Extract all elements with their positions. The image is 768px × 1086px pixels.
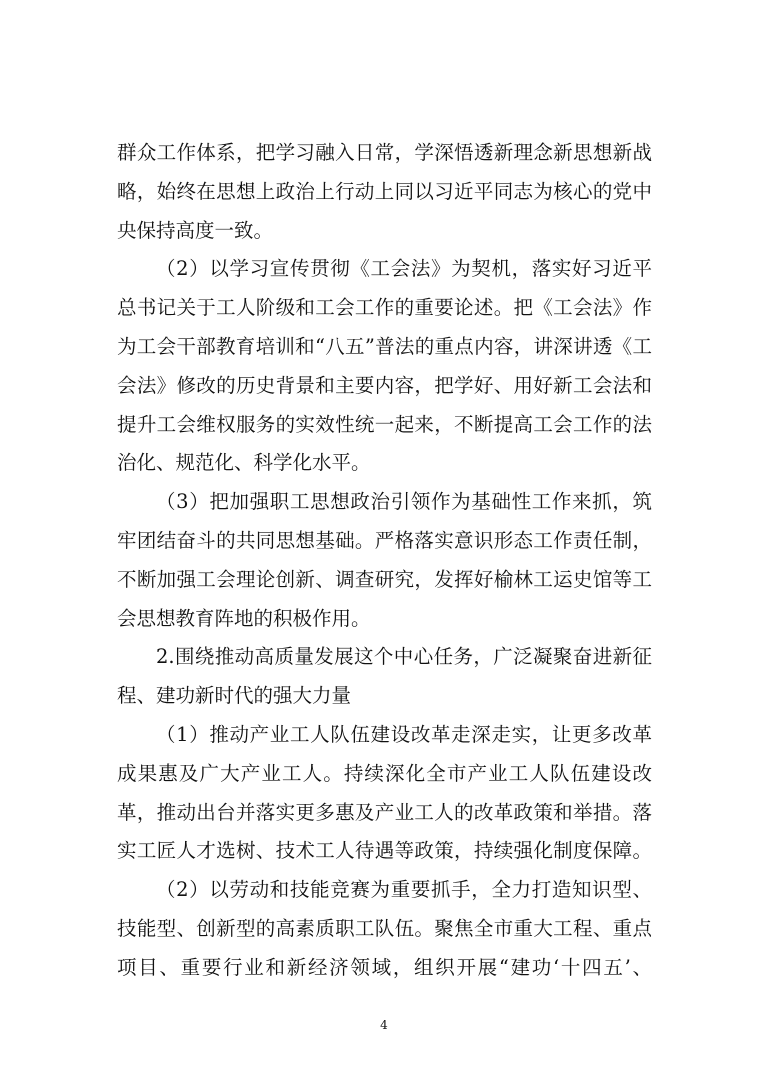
paragraph: [117, 250, 652, 483]
text-line: （1）推动产业工人队伍建设改革走深走实，让更多改革: [156, 722, 652, 746]
text-line: 提升工会维权服务的实效性统一起来，不断提高工会工作的法: [117, 412, 652, 436]
paragraph: [117, 871, 652, 987]
text-line: 革，推动出台并落实更多惠及产业工人的改革政策和举措。落: [117, 800, 652, 824]
page-number: 4: [380, 1018, 388, 1032]
text-line: 技能型、创新型的高素质职工队伍。聚焦全市重大工程、重点: [117, 916, 652, 940]
paragraph: [117, 716, 652, 871]
paragraph: [117, 134, 652, 250]
text-line: 程、建功新时代的强大力量: [117, 684, 352, 708]
text-line: 项目、重要行业和新经济领域，组织开展“建功‘十四五’、: [117, 955, 652, 979]
text-line: 2.围绕推动高质量发展这个中心任务，广泛凝聚奋进新征: [156, 645, 652, 669]
text-line: 总书记关于工人阶级和工会工作的重要论述。把《工会法》作: [117, 296, 652, 320]
text-line: 会法》修改的历史背景和主要内容，把学好、用好新工会法和: [117, 373, 652, 397]
text-line: 成果惠及广大产业工人。持续深化全市产业工人队伍建设改: [117, 761, 652, 785]
text-line: 实工匠人才选树、技术工人待遇等政策，持续强化制度保障。: [117, 839, 652, 863]
text-line: 群众工作体系，把学习融入日常，学深悟透新理念新思想新战: [117, 141, 652, 164]
text-line: （3）把加强职工思想政治引领作为基础性工作来抓，筑: [156, 490, 652, 514]
text-line: （2）以劳动和技能竞赛为重要抓手，全力打造知识型、: [156, 878, 652, 902]
text-line: 央保持高度一致。: [117, 218, 274, 242]
text-line: 治化、规范化、科学化水平。: [117, 451, 371, 475]
text-line: 会思想教育阵地的积极作用。: [117, 606, 371, 630]
document-body: [117, 134, 652, 988]
section-heading: [117, 638, 652, 716]
text-line: 牢团结奋斗的共同思想基础。严格落实意识形态工作责任制，: [117, 528, 652, 552]
paragraph: [117, 483, 652, 638]
text-line: 为工会干部教育培训和“八五”普法的重点内容，讲深讲透《工: [117, 334, 652, 358]
text-line: （2）以学习宣传贯彻《工会法》为契机，落实好习近平: [156, 257, 652, 281]
text-line: 略，始终在思想上政治上行动上同以习近平同志为核心的党中: [117, 179, 652, 203]
text-line: 不断加强工会理论创新、调查研究，发挥好榆林工运史馆等工: [117, 567, 652, 591]
